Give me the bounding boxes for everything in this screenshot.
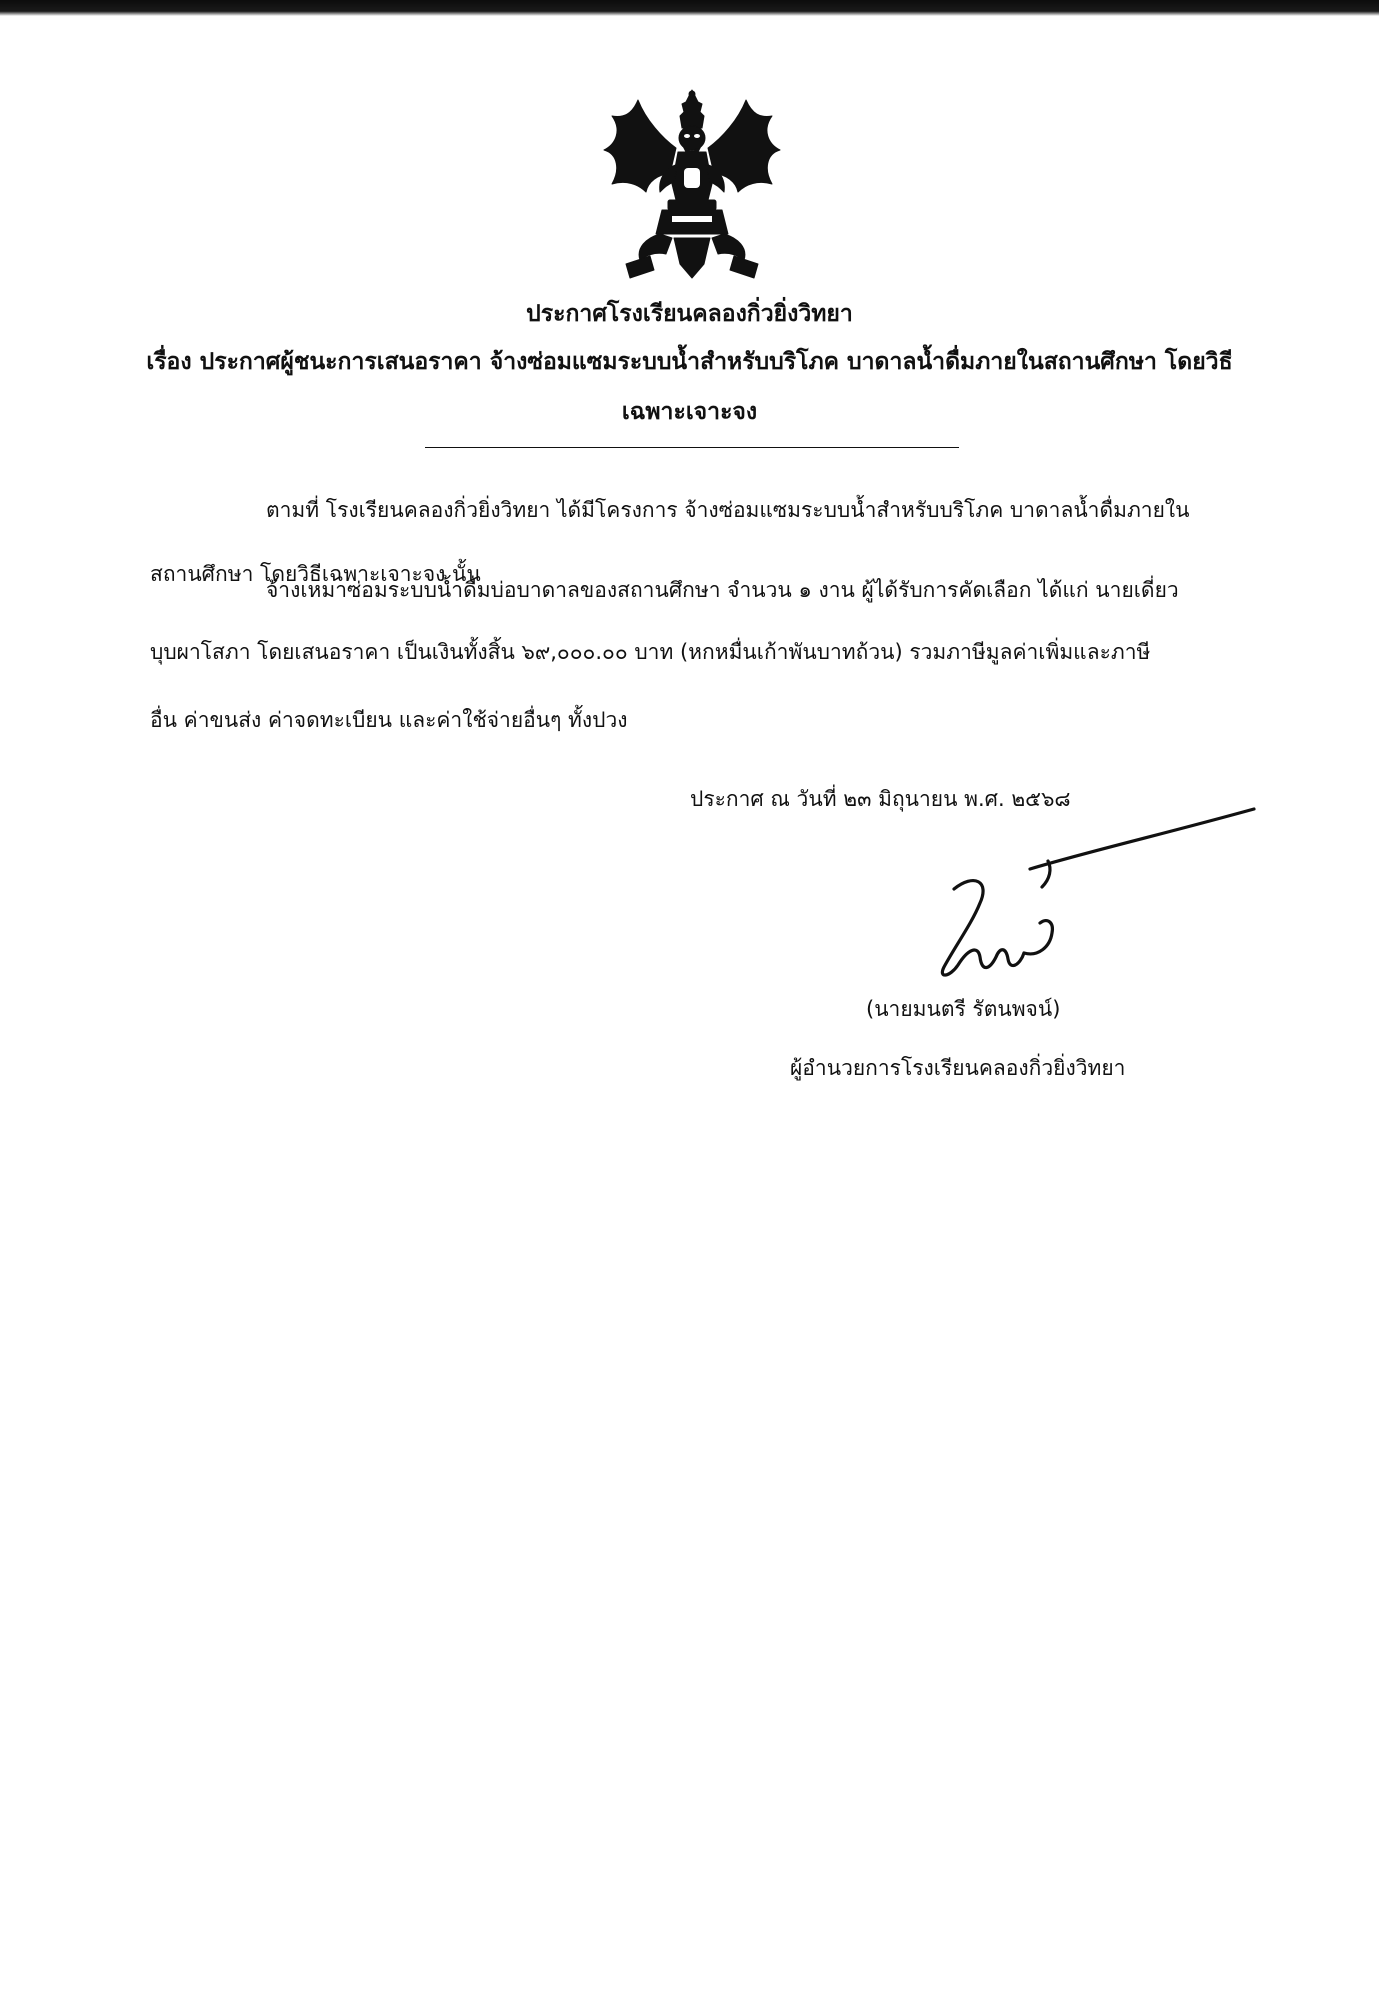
document-subject-line-1: เรื่อง ประกาศผู้ชนะการเสนอราคา จ้างซ่อมแซมระบบน้ำสำหรับบริโภค บาดาลน้ำดื่มภายในสถานศึกษา โดยวิธี: [146, 349, 1233, 375]
paragraph-2-line-1: จ้างเหมาซ่อมระบบน้ำดื่มบ่อบาดาลของสถานศึกษา จำนวน ๑ งาน ผู้ได้รับการคัดเลือก ได้แก่ นายเดี่ยว: [266, 578, 1179, 602]
handwritten-signature: [920, 795, 1260, 1000]
signer-name: (นายมนตรี รัตนพจน์): [866, 997, 1061, 1021]
heading-divider: [425, 447, 959, 448]
paragraph-2-line-2: บุบผาโสภา โดยเสนอราคา เป็นเงินทั้งสิ้น ๖๙,๐๐๐.๐๐ บาท (หกหมื่นเก้าพันบาทถ้วน) รวมภาษีมูลค่าเพิ่มและภาษี: [150, 640, 1151, 664]
announcement-date: ประกาศ ณ วันที่ ๒๓ มิถุนายน พ.ศ. ๒๕๖๘: [690, 787, 1071, 811]
paragraph-2-line-3: อื่น ค่าขนส่ง ค่าจดทะเบียน และค่าใช้จ่ายอื่นๆ ทั้งปวง: [150, 708, 628, 732]
scan-top-edge: [0, 0, 1379, 16]
garuda-emblem-icon: [602, 88, 782, 284]
document-issuer-heading: ประกาศโรงเรียนคลองกิ่วยิ่งวิทยา: [526, 301, 853, 327]
paragraph-1-line-1: ตามที่ โรงเรียนคลองกิ่วยิ่งวิทยา ได้มีโครงการ จ้างซ่อมแซมระบบน้ำสำหรับบริโภค บาดาลน้ำดื่มภายใน: [266, 498, 1190, 522]
signer-position: ผู้อำนวยการโรงเรียนคลองกิ่วยิ่งวิทยา: [790, 1056, 1126, 1080]
paragraph-1-line-2: สถานศึกษา โดยวิธีเฉพาะเจาะจง นั้น: [150, 562, 481, 586]
document-subject-line-2: เฉพาะเจาะจง: [621, 399, 758, 425]
